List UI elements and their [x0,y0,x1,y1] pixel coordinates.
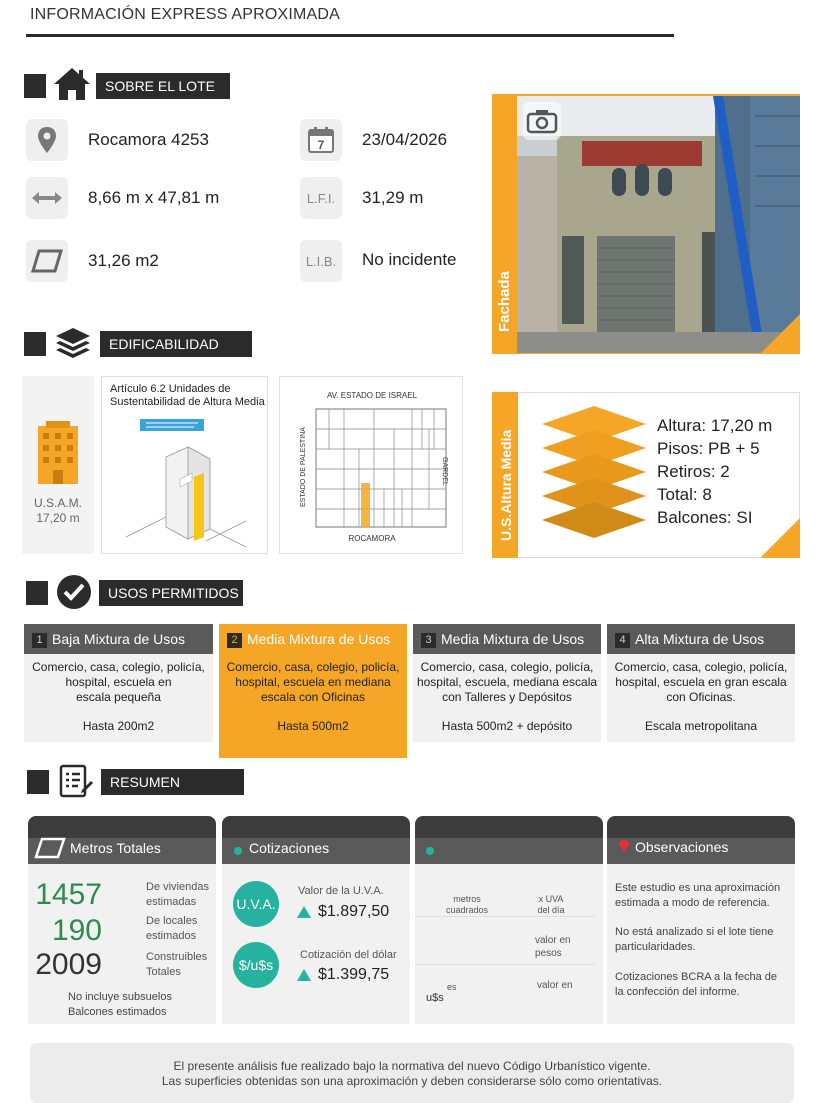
up-triangle-icon [297,906,311,918]
section-title-edificabilidad: EDIFICABILIDAD [100,331,252,357]
location-pin-icon [26,119,68,161]
dolar-label: Cotización del dólar [300,949,397,961]
observaciones-panel-header [607,816,795,864]
usam-height: 17,20 m [36,511,80,525]
house-icon [52,66,92,102]
alert-icon [619,839,629,855]
area-value: 31,26 m2 [88,251,159,270]
valores-col1: metros cuadrados [445,894,489,915]
footer-line-1: El presente análisis fue realizado bajo la normativa del nuevo Código Urbanístico vigente. [173,1059,651,1073]
uso-card-1-body: Comercio, casa, colegio, policía, hospital, escuela en escala pequeña Hasta 200m2 [24,654,213,742]
uso-card-4-body: Comercio, casa, colegio, policía, hospital, escuela en gran escala con Oficinas. Escala metropolitana [607,654,795,742]
cotizaciones-panel-header [222,816,410,864]
isometric-diagram [106,417,264,554]
uso-card-3-header[interactable]: 3 Media Mixtura de Usos [413,624,601,654]
metros-panel-body [28,864,216,1024]
uso-card-2-header[interactable]: 2 Media Mixtura de Usos [219,624,407,654]
divider [415,916,595,917]
valores-usd: u$s [426,992,444,1004]
photo-side-label: Fachada [496,271,513,332]
observacion-3: Cotizaciones BCRA a la fecha de la confección del informe. [615,971,778,998]
section-title-resumen: RESUMEN [101,769,244,795]
usam-card [22,376,94,554]
balcones-value: Balcones: SI [657,508,753,527]
uso-card-1-header[interactable]: 1 Baja Mixtura de Usos [24,624,213,654]
cotizaciones-panel-body [222,864,410,1024]
uso-card-4-limit: Escala metropolitana [644,719,758,733]
uva-circle: U.V.A. [233,881,279,927]
title-divider [26,34,674,37]
article-title-line2: Sustentabilidad de Altura Media [110,396,265,408]
uso-card-3-body: Comercio, casa, colegio, policía, hospital, escuela, mediana escala con Talleres y Depósitos Hasta 500m2 + depósito [413,654,601,742]
dolar-value: $1.399,75 [318,966,390,983]
valores-usd-label: valor en [537,980,573,991]
uso-card-2-limit: Hasta 500m2 [277,719,349,733]
usam-label: U.S.A.M. [33,496,82,510]
teal-dot-icon [234,847,242,855]
divider [415,964,595,965]
section-title-lote: SOBRE EL LOTE [96,73,230,99]
valores-pesos: valor en pesos [535,935,571,959]
valores-panel-header [415,816,603,864]
address-value: Rocamora 4253 [88,130,209,149]
locales-label: De locales estimados [146,915,198,942]
pisos-value: Pisos: PB + 5 [657,439,760,458]
altura-side-label: U.S.Altura Media [498,429,514,541]
camera-icon[interactable] [527,109,557,138]
lot-map-card [279,376,463,554]
checkmark-icon [56,574,92,610]
width-arrows-icon [26,177,68,219]
section-marker [24,332,46,356]
retiros-value: Retiros: 2 [657,462,730,481]
photo-corner-accent [760,314,800,354]
observacion-1: Este estudio es una aproximación estimada a modo de referencia. [615,882,781,909]
facade-photo [517,96,800,353]
date-value: 23/04/2026 [362,130,448,149]
lib-value: No incidente [362,250,457,269]
section-marker [27,770,49,794]
lot-map [294,401,448,538]
map-street-top: AV. ESTADO DE ISRAEL [326,391,418,400]
dimensions-value: 8,66 m x 47,81 m [88,188,220,207]
construibles-label: Construibles Totales [146,951,208,978]
construibles-number: 2009 [35,948,102,981]
section-title-usos: USOS PERMITIDOS [99,580,243,606]
dolar-circle: $/u$s [233,942,279,988]
valores-panel-body [415,864,603,1024]
teal-dot-icon [426,847,434,855]
building-icon [36,420,80,491]
valores-col2: x UVA del día [537,894,565,915]
uso-card-3-limit: Hasta 500m2 + depósito [441,719,573,733]
uva-label: Valor de la U.V.A. [298,885,384,897]
valores-es: es [447,982,457,992]
section-marker [26,581,48,605]
metros-panel-header [28,816,216,864]
svg-text:7: 7 [317,138,325,152]
viviendas-number: 1457 [35,878,102,911]
metros-title: Metros Totales [70,840,161,856]
altura-value: Altura: 17,20 m [657,416,773,435]
up-triangle-icon [297,969,311,981]
locales-number: 190 [51,914,102,947]
footer-disclaimer [30,1043,794,1103]
observacion-2: No está analizado si el lote tiene particularidades. [615,926,774,953]
report-icon [58,764,94,800]
uso-card-1-limit: Hasta 200m2 [82,719,155,733]
altura-corner-accent [760,518,800,558]
stacked-layers-icon [540,404,648,545]
calendar-icon [300,119,342,161]
cotizaciones-title: Cotizaciones [249,840,330,856]
map-street-bottom: ROCAMORA [348,534,396,543]
lfi-badge: L.F.I. [300,177,342,219]
map-street-left: ESTADO DE PALESTINA [300,427,307,507]
footer-line-2: Las superficies obtenidas son una aproximación y deben considerarse sólo como orientativas. [161,1074,663,1088]
map-street-right: GARDEL [441,457,448,486]
uva-value: $1.897,50 [318,903,390,920]
layers-icon [54,326,92,362]
uso-card-2-body: Comercio, casa, colegio, policía, hospital, escuela en mediana escala con Oficinas Hasta 500m2 [219,654,407,758]
lfi-value: 31,29 m [362,188,424,207]
article-title-line1: Artículo 6.2 Unidades de [110,383,231,395]
uso-card-4-header[interactable]: 4 Alta Mixtura de Usos [607,624,795,654]
total-value: Total: 8 [657,485,712,504]
article-card [101,376,268,554]
observaciones-panel-body [607,864,795,1024]
observaciones-title: Observaciones [635,839,729,855]
section-marker [24,74,46,98]
area-icon [26,240,68,282]
lib-badge: L.I.B. [300,240,342,282]
metros-note: No incluye subsuelos Balcones estimados [68,991,172,1018]
page-title: INFORMACIÓN EXPRESS APROXIMADA [30,6,341,23]
area-icon [34,837,66,862]
viviendas-label: De viviendas estimadas [146,881,209,908]
